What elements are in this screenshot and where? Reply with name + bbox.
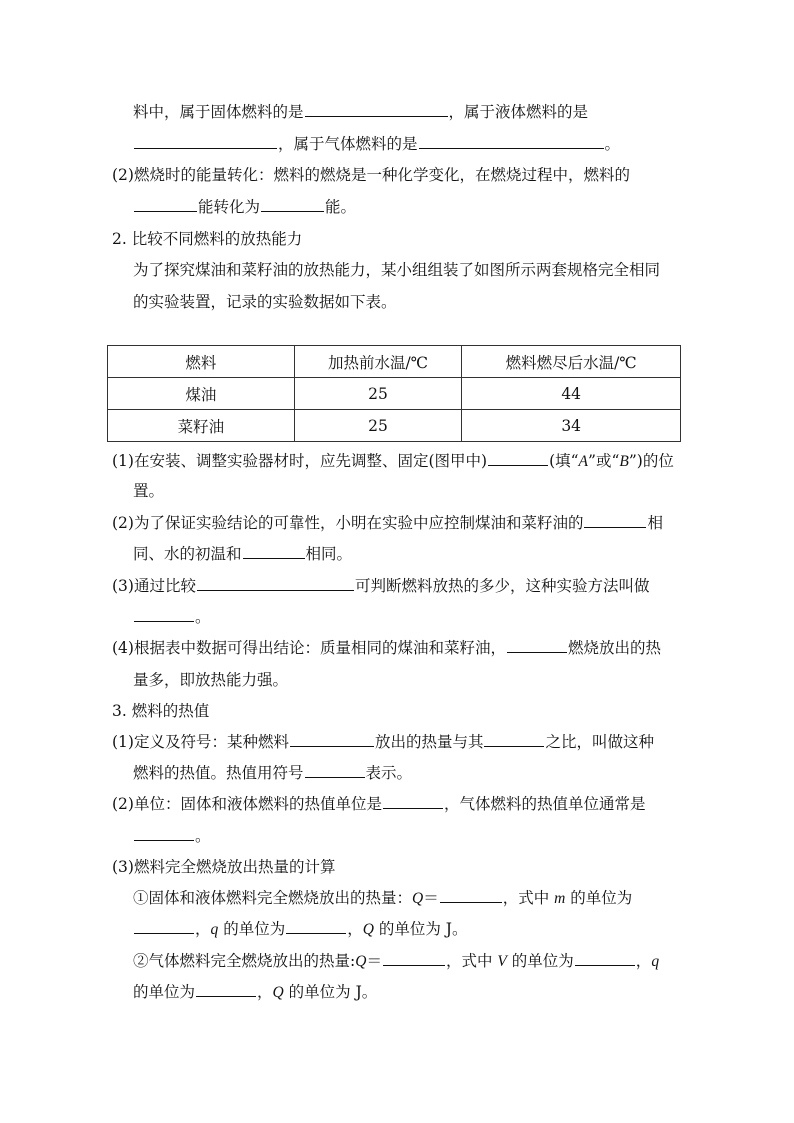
s1-line2: ，属于气体燃料的是 。 — [133, 134, 620, 154]
s1-q2-line1: (2)燃烧时的能量转化：燃料的燃烧是一种化学变化，在燃烧过程中，燃料的 — [112, 166, 630, 184]
s3-q1-line2: 燃料的热值。热值用符号 表示。 — [133, 764, 413, 782]
blank-volume-unit[interactable] — [575, 951, 635, 966]
s2-q4-line1: (4)根据表中数据可得出结论：质量相同的煤油和菜籽油， 燃烧放出的热 — [112, 639, 661, 657]
s3-q3a-line1: ①固体和液体燃料完全燃烧放出的热量：Q＝ ，式中 m 的单位为 — [133, 889, 633, 907]
table-cell: 菜籽油 — [108, 410, 295, 442]
blank-mass-unit[interactable] — [134, 919, 194, 934]
s3-q3a-line2: ，q 的单位为 ，Q 的单位为 J。 — [133, 919, 468, 940]
table-header-row — [108, 346, 681, 378]
table-row — [108, 410, 681, 442]
blank-gas-heat-formula[interactable] — [383, 951, 445, 966]
s2-q1-line1: (1)在安装、调整实验器材时，应先调整、固定(图甲中) (填“A”或“B”)的位 — [112, 452, 674, 470]
blank-adjust-first[interactable] — [488, 451, 548, 466]
blank-control-variable[interactable] — [584, 513, 646, 528]
s3-q2-line1: (2)单位：固体和液体燃料的热值单位是 ，气体燃料的热值单位通常是 — [112, 795, 646, 813]
blank-complete-combustion[interactable] — [290, 732, 374, 747]
s3-q3-heading: (3)燃料完全燃烧放出热量的计算 — [112, 858, 336, 876]
s2-heading: 2. 比较不同燃料的放热能力 — [112, 230, 303, 248]
blank-same-condition[interactable] — [243, 544, 305, 559]
blank-solid-liquid-unit[interactable] — [383, 794, 443, 809]
table-cell: 44 — [462, 378, 681, 410]
s1-line1: 料中，属于固体燃料的是 ，属于液体燃料的是 — [133, 103, 589, 121]
s2-q3-line2: 。 — [133, 607, 211, 627]
blank-energy-to[interactable] — [261, 197, 324, 212]
s3-heading: 3. 燃料的热值 — [112, 702, 210, 720]
s1-q2-line2: 能转化为 能。 — [133, 197, 356, 217]
data-table — [107, 345, 681, 442]
s2-intro-line1: 为了探究煤油和菜籽油的放热能力，某小组组装了如图所示两套规格完全相同 — [133, 261, 661, 279]
s2-q3-line1: (3)通过比较 可判断燃料放热的多少，这种实验方法叫做 — [112, 577, 650, 595]
table-header-cell: 加热前水温/℃ — [294, 346, 462, 378]
table-row — [108, 378, 681, 410]
table-header-cell: 燃料 — [108, 346, 295, 378]
blank-better-fuel[interactable] — [507, 638, 567, 653]
s2-q2-line1: (2)为了保证实验结论的可靠性，小明在实验中应控制煤油和菜籽油的 相 — [112, 514, 663, 532]
blank-liquid-fuel[interactable] — [134, 134, 277, 149]
blank-solid-fuel[interactable] — [305, 102, 448, 117]
blank-q-unit-gas[interactable] — [196, 982, 256, 997]
s3-q2-line2: 。 — [133, 826, 211, 846]
blank-mass[interactable] — [484, 732, 544, 747]
blank-compare-quantity[interactable] — [197, 576, 354, 591]
blank-gas-fuel[interactable] — [419, 134, 604, 149]
table-cell: 25 — [294, 378, 462, 410]
s3-q1-line1: (1)定义及符号：某种燃料 放出的热量与其 之比，叫做这种 — [112, 733, 654, 751]
blank-solid-heat-formula[interactable] — [440, 888, 502, 903]
table-cell: 34 — [462, 410, 681, 442]
s2-q1-line2: 置。 — [133, 482, 165, 500]
s2-intro-line2: 的实验装置，记录的实验数据如下表。 — [133, 293, 397, 311]
s3-q3b-line1: ②气体燃料完全燃烧放出的热量:Q＝ ，式中 V 的单位为 ，q — [133, 952, 660, 970]
blank-experiment-method[interactable] — [134, 607, 194, 622]
table-cell: 煤油 — [108, 378, 295, 410]
blank-q-unit-solid[interactable] — [286, 919, 346, 934]
blank-energy-from[interactable] — [134, 197, 197, 212]
blank-gas-unit[interactable] — [134, 826, 194, 841]
s3-q3b-line2: 的单位为 ，Q 的单位为 J。 — [133, 983, 378, 1001]
table-header-cell: 燃料燃尽后水温/℃ — [462, 346, 681, 378]
s2-q4-line2: 量多，即放热能力强。 — [133, 671, 289, 689]
table-cell: 25 — [294, 410, 462, 442]
blank-heat-value-symbol[interactable] — [305, 763, 365, 778]
s2-q2-line2: 同、水的初温和 相同。 — [133, 545, 353, 563]
